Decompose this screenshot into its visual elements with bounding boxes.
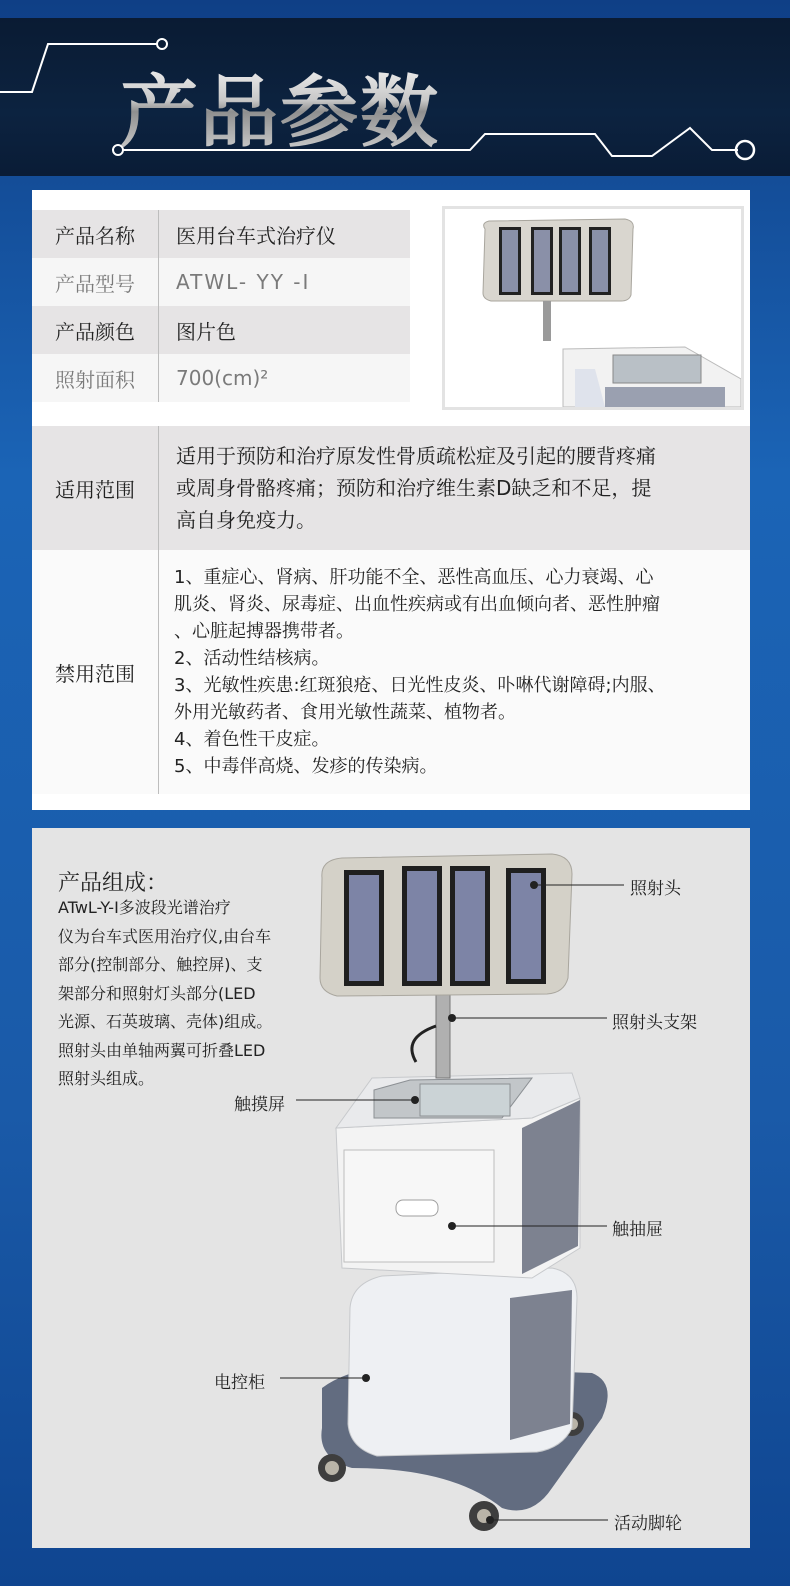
- scope-line: 适用于预防和治疗原发性骨质疏松症及引起的腰背疼痛: [176, 444, 656, 468]
- callout-drawer: 触抽屉: [612, 1220, 663, 1240]
- spec-label: 产品名称: [55, 223, 135, 248]
- composition-line: ATwL-Y-Ⅰ多波段光谱治疗: [58, 898, 231, 917]
- spec-value: ATWL- YY -I: [176, 270, 311, 294]
- contraindication-text: [158, 550, 750, 794]
- contraindication-line: 1、重症心、肾病、肝功能不全、恶性高血压、心力衰竭、心: [174, 567, 654, 588]
- page-title: 产品参数: [120, 50, 440, 162]
- spec-value: 图片色: [176, 319, 236, 344]
- composition-title: 产品组成：: [58, 871, 169, 896]
- scope-line: 或周身骨骼疼痛；预防和治疗维生素D缺乏和不足，提: [176, 476, 652, 500]
- contraindication-line: 、心脏起搏器携带者。: [174, 621, 354, 642]
- column-divider: [158, 210, 159, 402]
- callout-caster: 活动脚轮: [614, 1514, 682, 1534]
- composition-line: 部分(控制部分、触控屏)、支: [58, 955, 263, 974]
- callout-control-cabinet: 电控柜: [214, 1373, 265, 1393]
- composition-panel: [32, 828, 750, 1548]
- composition-line: 架部分和照射灯头部分(LED: [58, 983, 256, 1003]
- callout-bracket: 照射头支架: [612, 1013, 697, 1033]
- contraindication-label: 禁用范围: [55, 661, 135, 686]
- contraindication-row: [32, 550, 750, 794]
- callout-touch-screen: 触摸屏: [234, 1095, 285, 1115]
- spec-value: 700(cm)²: [176, 366, 269, 390]
- composition-line: 照射头由单轴两翼可折叠LED: [58, 1040, 266, 1060]
- contraindication-line: 2、活动性结核病。: [174, 648, 330, 669]
- spec-label: 照射面积: [55, 367, 135, 392]
- spec-row-area: [32, 354, 410, 402]
- column-divider: [158, 426, 159, 794]
- callout-lamp-head: 照射头: [630, 879, 681, 899]
- scope-row: [32, 426, 750, 550]
- spec-table-panel: [32, 190, 750, 810]
- composition-line: 光源、石英玻璃、壳体)组成。: [58, 1012, 273, 1031]
- scope-label: 适用范围: [55, 477, 135, 502]
- contraindication-line: 5、中毒伴高烧、发疹的传染病。: [174, 756, 438, 777]
- scope-text: [158, 426, 750, 550]
- contraindication-line: 3、光敏性疾患:红斑狼疮、日光性皮炎、卟啉代谢障碍;内服、: [174, 675, 666, 696]
- header-banner: [0, 0, 790, 178]
- composition-description: [58, 894, 314, 1094]
- spec-label: 产品颜色: [55, 319, 135, 344]
- scope-line: 高自身免疫力。: [176, 508, 316, 532]
- contraindication-line: 肌炎、肾炎、尿毒症、出血性疾病或有出血倾向者、恶性肿瘤: [174, 594, 660, 615]
- composition-line: 照射头组成。: [58, 1069, 155, 1088]
- product-thumbnail: [442, 206, 744, 410]
- spec-label: 产品型号: [55, 271, 135, 296]
- spec-row-color: [32, 306, 410, 354]
- product-thumbnail-image: [445, 209, 741, 407]
- contraindication-line: 4、着色性干皮症。: [174, 729, 330, 750]
- spec-value: 医用台车式治疗仪: [176, 223, 336, 248]
- spec-row-name: [32, 210, 410, 258]
- spec-row-model: [32, 258, 410, 306]
- contraindication-line: 外用光敏药者、食用光敏性蔬菜、植物者。: [174, 702, 516, 723]
- composition-line: 仪为台车式医用治疗仪,由台车: [58, 926, 272, 946]
